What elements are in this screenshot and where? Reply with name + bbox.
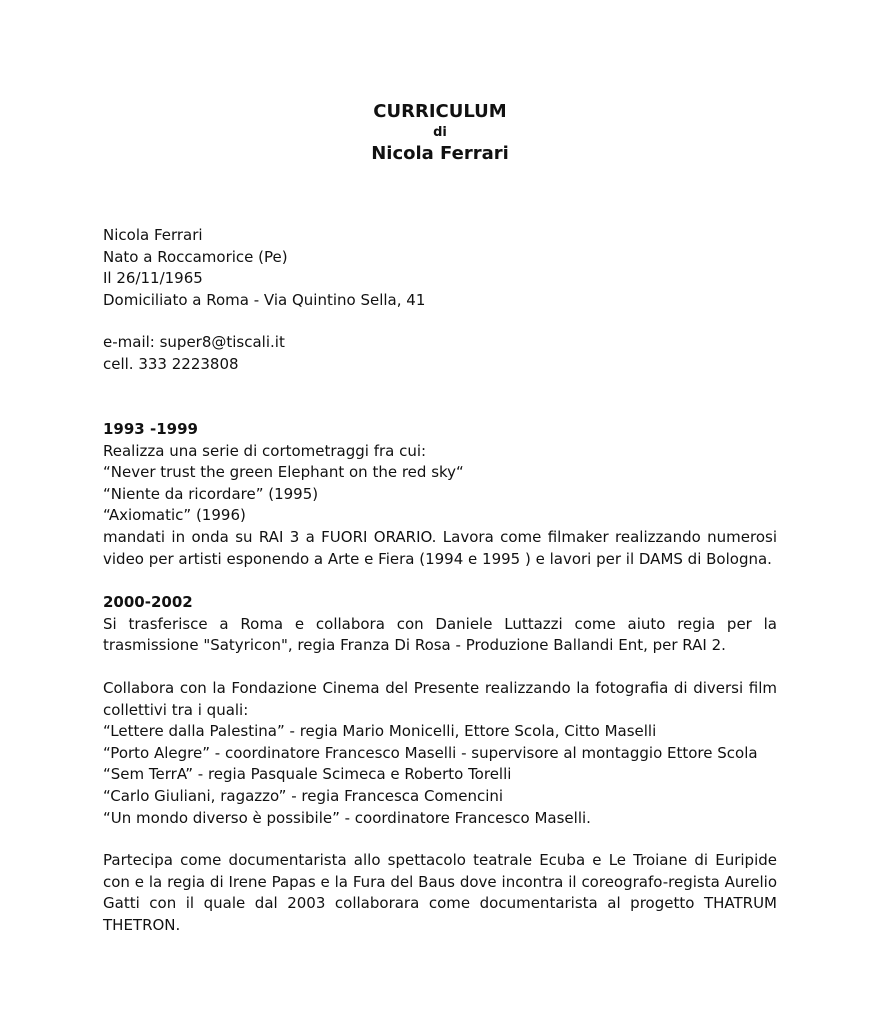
personal-birthplace: Nato a Roccamorice (Pe) (103, 247, 288, 266)
film-item: “Un mondo diverso è possibile” - coordinatore Francesco Maselli. (103, 808, 591, 827)
section-paragraph: Si trasferisce a Roma e collabora con Daniele Luttazzi come aiuto regia per la trasmissione "Satyricon", regia Franza Di Rosa - Produzione Ballandi Ent, per RAI 2. (103, 614, 777, 655)
contact-info (103, 332, 777, 375)
film-item: “Porto Alegre” - coordinatore Francesco Maselli - supervisore al montaggio Ettore Scola (103, 743, 758, 762)
personal-name: Nicola Ferrari (103, 226, 203, 244)
document-title (0, 101, 880, 166)
personal-residence: Domiciliato a Roma - Via Quintino Sella, 41 (103, 290, 426, 309)
section-intro: Realizza una serie di cortometraggi fra cui: (103, 441, 427, 460)
work-title: “Niente da ricordare” (1995) (103, 484, 319, 503)
section-1993-1999 (103, 419, 777, 570)
personal-birthdate: Il 26/11/1965 (103, 269, 203, 288)
title-curriculum: CURRICULUM (373, 101, 507, 122)
section-heading: 1993 -1999 (103, 420, 198, 438)
title-di: di (433, 125, 447, 140)
contact-email: e-mail: super8@tiscali.it (103, 333, 285, 351)
contact-cell: cell. 333 2223808 (103, 354, 239, 373)
section-2000-2002 (103, 592, 777, 657)
section-paragraph: mandati in onda su RAI 3 a FUORI ORARIO. Lavora come filmaker realizzando numerosi video per artisti esponendo a Arte e Fiera (1994 e 1995 ) e lavori per il DAMS di Bologna. (103, 527, 777, 568)
section-fondazione-cinema (103, 678, 777, 829)
work-title: “Never trust the green Elephant on the red sky“ (103, 463, 464, 482)
personal-info (103, 225, 777, 311)
film-item: “Carlo Giuliani, ragazzo” - regia Francesca Comencini (103, 786, 504, 805)
film-item: “Sem TerrA” - regia Pasquale Scimeca e Roberto Torelli (103, 765, 512, 784)
section-paragraph: Collabora con la Fondazione Cinema del Presente realizzando la fotografia di diversi film collettivi tra i quali: (103, 679, 777, 719)
film-item: “Lettere dalla Palestina” - regia Mario Monicelli, Ettore Scola, Citto Maselli (103, 722, 657, 741)
work-title: “Axiomatic” (1996) (103, 506, 246, 525)
section-heading: 2000-2002 (103, 593, 193, 611)
section-paragraph: Partecipa come documentarista allo spettacolo teatrale Ecuba e Le Troiane di Euripide con e la regia di Irene Papas e la Fura del Baus dove incontra il coreografo-regista Aurelio Gatti con il quale dal 2003 collaborara come documentarista al progetto THATRUM THETRON. (103, 851, 777, 934)
section-teatro (103, 850, 777, 936)
title-person-name: Nicola Ferrari (371, 143, 509, 164)
